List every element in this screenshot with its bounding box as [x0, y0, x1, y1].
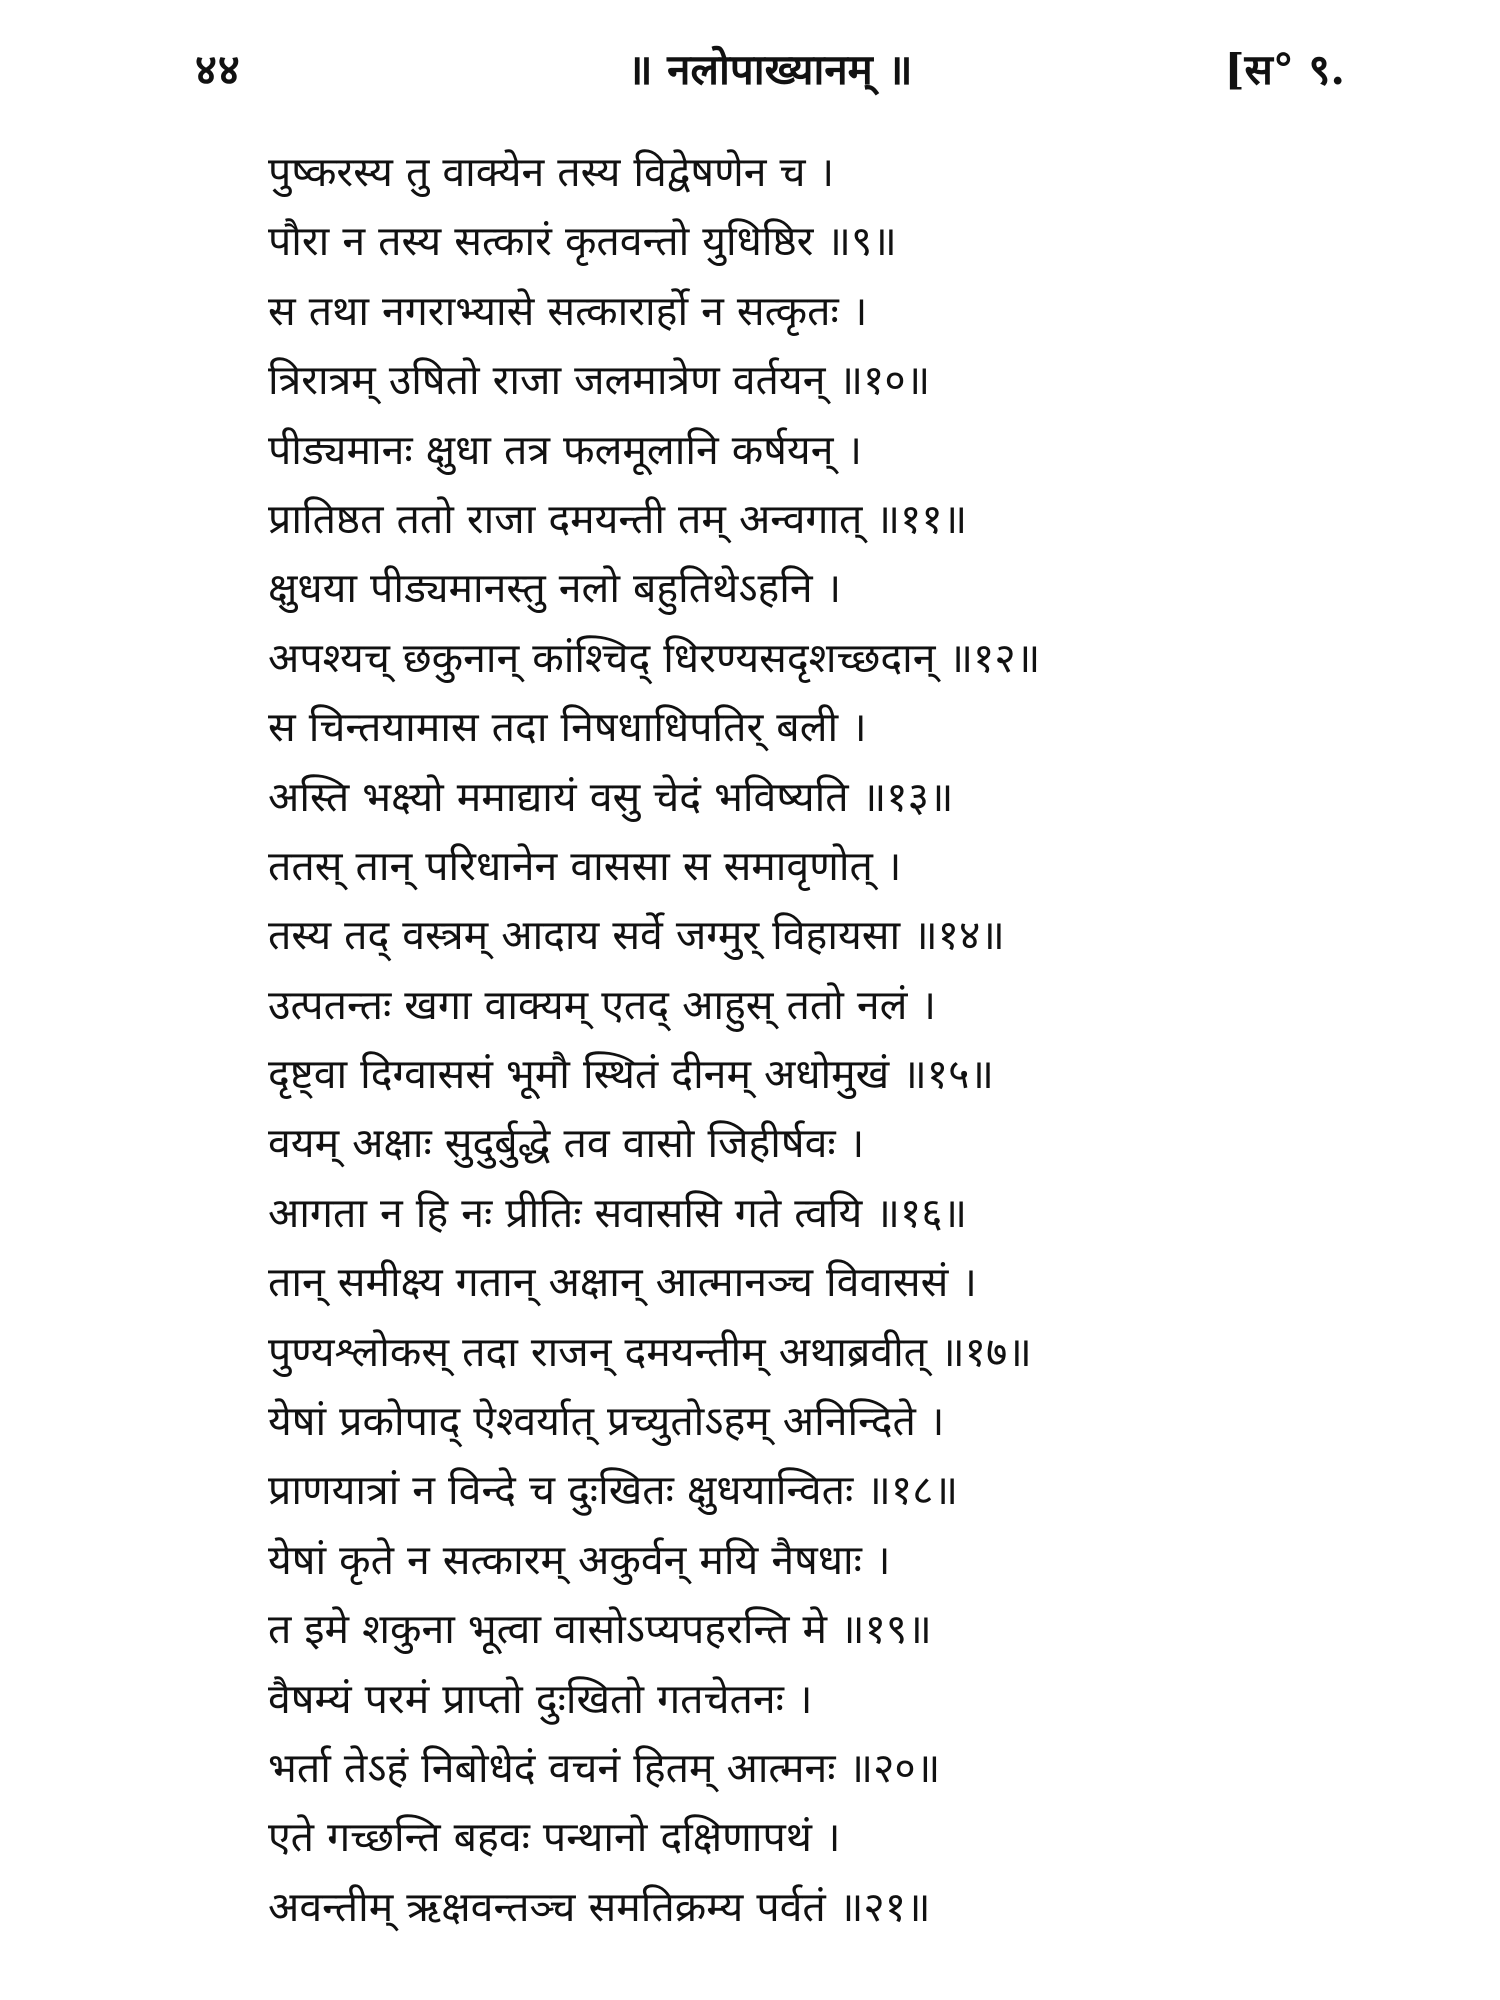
verse-line: एते गच्छन्ति बहवः पन्थानो दक्षिणापथं ।	[268, 1813, 841, 1862]
verse-line: वयम् अक्षाः सुदुर्बुद्धे तव वासो जिहीर्षवः ।	[268, 1119, 865, 1168]
verse-line: येषां प्रकोपाद् ऐश्वर्यात् प्रच्युतोऽहम् अनिन्दिते ।	[268, 1397, 945, 1446]
verse-line: ततस् तान् परिधानेन वाससा स समावृणोत् ।	[268, 841, 902, 890]
verse-line: स चिन्तयामास तदा निषधाधिपतिर् बली ।	[268, 703, 867, 752]
section-marker: [स° ९.	[1224, 45, 1345, 94]
verse-line: प्रातिष्ठत ततो राजा दमयन्ती तम् अन्वगात् ॥११॥	[268, 494, 968, 543]
verse-line: पीड्यमानः क्षुधा तत्र फलमूलानि कर्षयन् ।	[268, 425, 863, 474]
verse-line: तस्य तद् वस्त्रम् आदाय सर्वे जग्मुर् विहायसा ॥१४॥	[268, 911, 1005, 960]
verse-line: स तथा नगराभ्यासे सत्कारार्हो न सत्कृतः ।	[268, 286, 868, 335]
verse-line: पुष्करस्य तु वाक्येन तस्य विद्वेषणेन च ।	[268, 148, 835, 196]
running-title: ॥ नलोपाख्यानम् ॥	[627, 45, 913, 94]
verse-line: त्रिरात्रम् उषितो राजा जलमात्रेण वर्तयन् ॥१०॥	[268, 356, 931, 405]
verse-text	[268, 138, 1328, 1942]
verse-line: उत्पतन्तः खगा वाक्यम् एतद् आहुस् ततो नलं ।	[268, 980, 937, 1029]
verse-line: भर्ता तेऽहं निबोधेदं वचनं हितम् आत्मनः ॥२०॥	[268, 1743, 941, 1792]
verse-line: क्षुधया पीड्यमानस्तु नलो बहुतिथेऽहनि ।	[268, 564, 842, 613]
verse-line: येषां कृते न सत्कारम् अकुर्वन् मयि नैषधाः ।	[268, 1535, 891, 1584]
verse-line: त इमे शकुना भूत्वा वासोऽप्यपहरन्ति मे ॥१९॥	[268, 1605, 932, 1654]
verse-line: अवन्तीम् ऋक्षवन्तञ्च समतिक्रम्य पर्वतं ॥२१॥	[268, 1882, 931, 1931]
verse-line: प्राणयात्रां न विन्दे च दुःखितः क्षुधयान्वितः ॥१८॥	[268, 1466, 959, 1515]
page-number: ४४	[195, 45, 241, 94]
verse-line: अस्ति भक्ष्यो ममाद्यायं वसु चेदं भविष्यति ॥१३॥	[268, 772, 954, 821]
verse-line: वैषम्यं परमं प्राप्तो दुःखितो गतचेतनः ।	[268, 1674, 813, 1723]
verse-line: तान् समीक्ष्य गतान् अक्षान् आत्मानञ्च विवाससं ।	[268, 1258, 977, 1307]
verse-line: आगता न हि नः प्रीतिः सवाससि गते त्वयि ॥१६॥	[268, 1188, 968, 1237]
page-header	[195, 40, 1345, 110]
verse-line: पौरा न तस्य सत्कारं कृतवन्तो युधिष्ठिर ॥९॥	[268, 217, 897, 266]
verse-line: दृष्ट्वा दिग्वाससं भूमौ स्थितं दीनम् अधोमुखं ॥१५॥	[268, 1050, 994, 1099]
verse-line: अपश्यच् छकुनान् कांश्चिद् धिरण्यसदृशच्छदान् ॥१२॥	[268, 633, 1041, 682]
verse-line: पुण्यश्लोकस् तदा राजन् दमयन्तीम् अथाब्रवीत् ॥१७॥	[268, 1327, 1032, 1376]
